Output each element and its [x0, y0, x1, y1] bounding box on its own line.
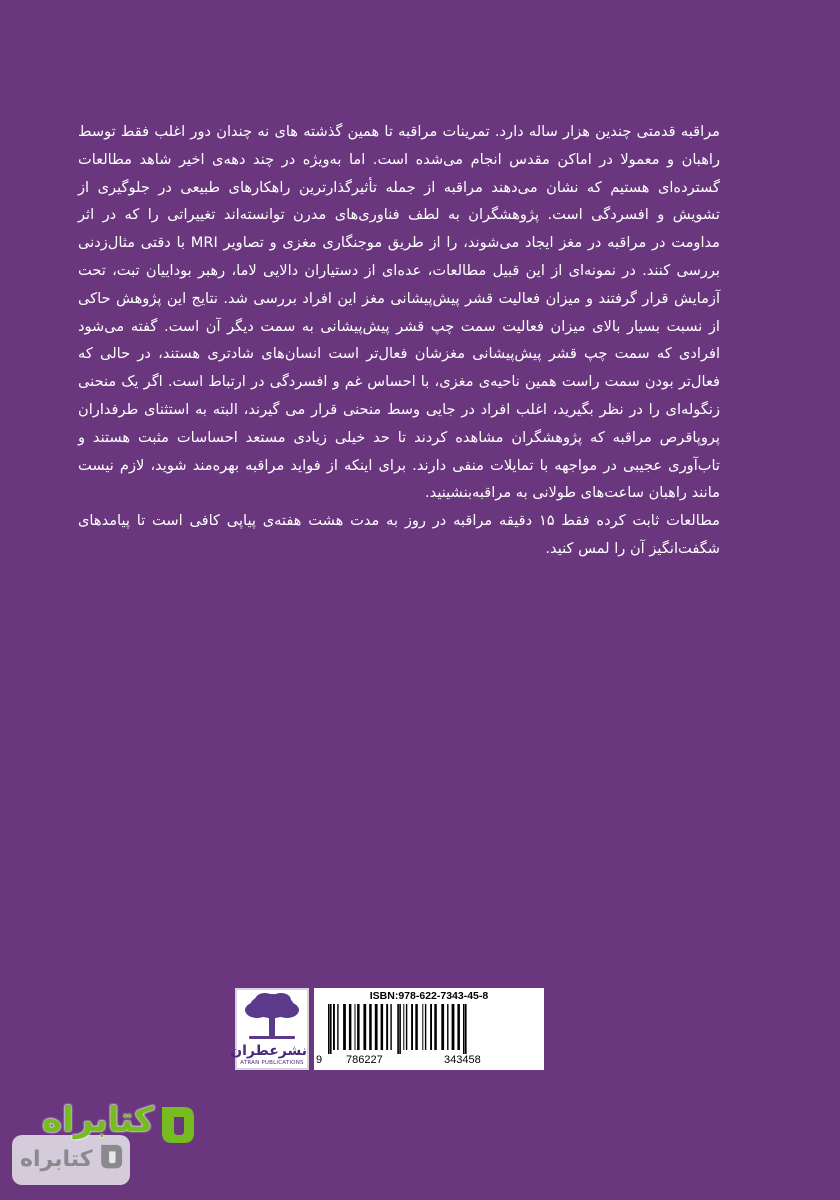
ketabrah-watermark — [12, 1095, 202, 1191]
tree-icon — [237, 990, 307, 1042]
barcode-digit-lead: 9 — [316, 1054, 323, 1066]
ketabrah-logo-small-icon — [96, 1141, 126, 1171]
publisher-logo — [230, 988, 309, 1070]
blurb-paragraph-2: مطالعات ثابت کرده فقط ۱۵ دقیقه مراقبه در روز به مدت هشت هفته‌ی پیاپی کافی است تا پیامدهای شگفت‌انگیز آن را لمس کنید. — [78, 512, 720, 557]
barcode-digit-group-1: 786227 — [346, 1054, 383, 1066]
barcode-bars — [324, 1004, 536, 1054]
barcode-digit-group-2: 343458 — [444, 1054, 481, 1066]
isbn-barcode — [314, 988, 544, 1070]
watermark-brand-text: کتابراه — [42, 1100, 155, 1140]
publisher-subtitle: ATRAN PUBLICATIONS — [240, 1060, 304, 1066]
blurb-paragraph-1: مراقبه قدمتی چندین هزار ساله دارد. تمرینات مراقبه تا همین گذشته های نه چندان دور اغلب فقط توسط راهبان و معمولا در اماکن مقدس انجام می‌شده است. اما به‌ویژه در چند دهه‌ی اخیر شاهد مطالعات گسترده‌ای هستیم که نشان می‌دهند مراقبه از جمله تأثیرگذارترین راهکارهای طبیعی در جلوگیری از تشویش و افسردگی است. پژوهشگران به لطف فناوری‌های مدرن توانسته‌اند تغییراتی را که در اثر مداومت در مراقبه در مغز ایجاد می‌شوند، را از طریق موجنگاری مغزی و تصاویر MRI با دقتی مثال‌زدنی بررسی کنند. در نمونه‌ای از این قبیل مطالعات، عده‌ای از دستیاران دالایی لاما، رهبر بوداییان تبت، تحت آزمایش قرار گرفتند و میزان فعالیت قشر پیش‌پیشانی مغز این افراد بررسی شد. نتایج این پژوهش حاکی از نسبت بسیار بالای میزان فعالیت سمت چپ قشر پیش‌پیشانی به سمت دیگر آن است. گفته می‌شود افرادی که سمت چپ قشر پیش‌پیشانی مغزشان فعال‌تر است انسان‌های شادتری هستند، در حالی که فعال‌تر بودن سمت راست همین ناحیه‌ی مغزی، با احساس غم و افسردگی در ارتباط است. اگر یک منحنی زنگوله‌ای را در نظر بگیرید، اغلب افراد در جایی وسط منحنی قرار می گیرند، البته به استثنای طرفداران پروپاقرص مراقبه که پژوهشگران مشاهده کردند تا حد خیلی زیادی مستعد احساسات مثبت هستند و تاب‌آوری عجیبی در مواجهه با تمایلات منفی دارند. برای اینکه از فواید مراقبه بهره‌مند شوید، لازم نیست مانند راهبان ساعت‌های طولانی به مراقبه‌بنشینید. — [78, 123, 721, 502]
back-cover-blurb — [78, 118, 720, 563]
watermark-brand-small-text: کتابراه — [20, 1147, 93, 1172]
ketabrah-logo-icon — [154, 1101, 200, 1147]
isbn-label: ISBN:978-622-7343-45-8 — [369, 990, 489, 1002]
publisher-name: نشرعطران — [230, 1043, 307, 1059]
